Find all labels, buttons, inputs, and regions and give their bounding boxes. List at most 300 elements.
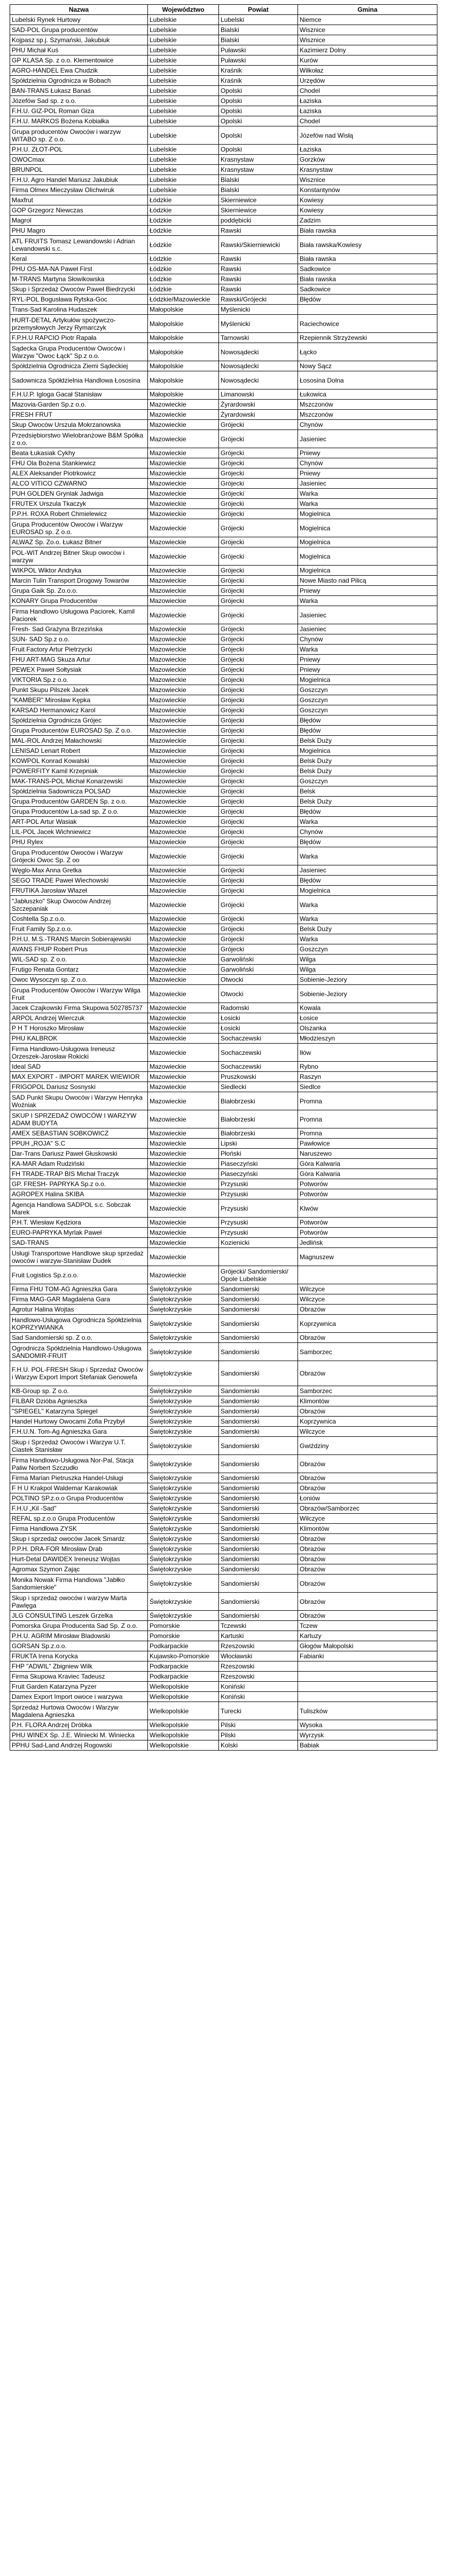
cell-powiat: Rzeszowski	[219, 1672, 298, 1682]
cell-powiat: Sochaczewski	[219, 1033, 298, 1044]
cell-gmina: Tczew	[298, 1621, 437, 1631]
cell-gmina: Kazimierz Dolny	[298, 45, 437, 55]
cell-nazwa: MAL-ROL Andrzej Małachowski	[10, 736, 148, 746]
cell-gmina: Obrazów	[298, 1575, 437, 1593]
table-row	[10, 333, 437, 343]
cell-powiat: Sandomierski	[219, 1524, 298, 1534]
cell-nazwa: P.P.H. DRA-FOR Mirosław Drab	[10, 1544, 148, 1554]
cell-wojewodztwo: Małopolskie	[148, 371, 219, 389]
cell-powiat: Białobrzeski	[219, 1092, 298, 1110]
cell-nazwa: Firma Handlowo-Usługowa Ireneusz Orzeszek-Jarosław Rokicki	[10, 1044, 148, 1062]
cell-powiat: Grójecki	[219, 807, 298, 817]
cell-wojewodztwo: Lubelskie	[148, 106, 219, 116]
cell-gmina: Potworów	[298, 1218, 437, 1228]
cell-nazwa: Spółdzielnia Ogrodnicza w Bobach	[10, 76, 148, 86]
cell-wojewodztwo: Mazowieckie	[148, 1062, 219, 1072]
cell-wojewodztwo: Mazowieckie	[148, 596, 219, 606]
cell-nazwa: Maxfrut	[10, 195, 148, 205]
cell-wojewodztwo: Mazowieckie	[148, 519, 219, 537]
cell-nazwa: KOWPOL Konrad Kowalski	[10, 756, 148, 766]
cell-gmina: Warka	[298, 934, 437, 944]
cell-nazwa: Firma Handlowo-Usługowa Nor-Pal, Stacja Paliw Norbert Szczudło	[10, 1455, 148, 1473]
cell-powiat: Kolski	[219, 1740, 298, 1751]
cell-gmina: Belsk Duży	[298, 797, 437, 807]
cell-wojewodztwo: Małopolskie	[148, 315, 219, 333]
cell-powiat: Grójecki	[219, 847, 298, 865]
table-row	[10, 1524, 437, 1534]
table-row	[10, 566, 437, 576]
table-row	[10, 547, 437, 566]
table-row	[10, 25, 437, 35]
table-row	[10, 1003, 437, 1013]
cell-nazwa: PHU KALBROK	[10, 1033, 148, 1044]
cell-wojewodztwo: Lubelskie	[148, 165, 219, 175]
cell-nazwa: Lubelski Rynek Hurtowy	[10, 15, 148, 25]
table-row	[10, 274, 437, 284]
cell-powiat: Nowosądecki	[219, 371, 298, 389]
cell-powiat	[219, 1248, 298, 1266]
cell-nazwa: Firma MAG-GAR Magdalena Gara	[10, 1294, 148, 1305]
cell-powiat: Grójecki	[219, 634, 298, 645]
cell-wojewodztwo: Małopolskie	[148, 389, 219, 400]
cell-nazwa: ART-POL Artur Wasiak	[10, 817, 148, 827]
cell-wojewodztwo: Lubelskie	[148, 185, 219, 195]
cell-gmina: Łukowica	[298, 389, 437, 400]
table-row	[10, 837, 437, 847]
cell-gmina: Łaziska	[298, 106, 437, 116]
cell-nazwa: P.P.H. ROXA Robert Chmielewicz	[10, 509, 148, 519]
cell-wojewodztwo: Łódzkie	[148, 226, 219, 236]
cell-nazwa: PPHU Sad-Land Andrzej Rogowski	[10, 1740, 148, 1751]
cell-wojewodztwo: Łódzkie	[148, 216, 219, 226]
cell-gmina: Klwów	[298, 1199, 437, 1218]
cell-nazwa: WIKPOL Wiktor Andryka	[10, 566, 148, 576]
table-header-row	[10, 5, 437, 15]
cell-powiat: Sandomierski	[219, 1611, 298, 1621]
cell-gmina	[298, 1692, 437, 1702]
cell-nazwa: BAN-TRANS Łukasz Banaś	[10, 86, 148, 96]
table-row	[10, 807, 437, 817]
cell-powiat: Sandomierski	[219, 1343, 298, 1361]
cell-wojewodztwo: Podkarpackie	[148, 1672, 219, 1682]
table-row	[10, 924, 437, 934]
cell-powiat: Garwoliński	[219, 965, 298, 975]
cell-gmina: Potworów	[298, 1228, 437, 1238]
cell-nazwa: POLTINO SP.z.o.o Grupa Producentów	[10, 1493, 148, 1504]
table-row	[10, 389, 437, 400]
cell-gmina: Rzepiennik Strzyżewski	[298, 333, 437, 343]
cell-powiat: Rawski	[219, 264, 298, 274]
cell-powiat: Tarnowski	[219, 333, 298, 343]
cell-gmina	[298, 1682, 437, 1692]
cell-gmina: Goszczyn	[298, 705, 437, 715]
cell-wojewodztwo: Łódzkie	[148, 205, 219, 216]
cell-wojewodztwo: Mazowieckie	[148, 499, 219, 509]
table-row	[10, 226, 437, 236]
table-row	[10, 1396, 437, 1406]
cell-powiat: Sandomierski	[219, 1427, 298, 1437]
table-row	[10, 1110, 437, 1128]
cell-nazwa: P H T Horoszko Mirosław	[10, 1023, 148, 1033]
cell-powiat: Sandomierski	[219, 1493, 298, 1504]
cell-wojewodztwo: Lubelskie	[148, 155, 219, 165]
cell-gmina	[298, 305, 437, 315]
table-row	[10, 1169, 437, 1179]
cell-wojewodztwo: Mazowieckie	[148, 665, 219, 675]
cell-gmina: Obrazów	[298, 1483, 437, 1493]
table-row	[10, 596, 437, 606]
cell-gmina: Potworów	[298, 1179, 437, 1189]
cell-gmina: Magnuszew	[298, 1248, 437, 1266]
cell-nazwa: Fruit Family Sp.z.o.o.	[10, 924, 148, 934]
cell-powiat: Grójecki	[219, 489, 298, 499]
cell-wojewodztwo: Mazowieckie	[148, 865, 219, 876]
cell-powiat: Otwocki	[219, 975, 298, 985]
table-row	[10, 35, 437, 45]
cell-nazwa: Usługi Transportowe Handlowe skup sprzedaż owoców i warzyw-Stanisław Dudek	[10, 1248, 148, 1266]
cell-powiat: Lubelski	[219, 15, 298, 25]
cell-nazwa: FRESH FRUT	[10, 410, 148, 420]
cell-nazwa: "KAMBER" Mirosław Kępka	[10, 695, 148, 705]
table-row	[10, 985, 437, 1003]
cell-nazwa: SAD Punkt Skupu Owoców i Warzyw Henryka Woźniak	[10, 1092, 148, 1110]
cell-wojewodztwo: Lubelskie	[148, 15, 219, 25]
cell-powiat: Sandomierski	[219, 1396, 298, 1406]
cell-nazwa: Jacek Czajkowski Firma Skupowa 502785737	[10, 1003, 148, 1013]
cell-wojewodztwo: Mazowieckie	[148, 675, 219, 685]
cell-wojewodztwo: Pomorskie	[148, 1631, 219, 1641]
cell-gmina: Pniewy	[298, 448, 437, 458]
cell-powiat: Grójecki	[219, 547, 298, 566]
cell-nazwa: P.H.U. M.S.-TRANS Marcin Sobierajewski	[10, 934, 148, 944]
cell-gmina: Wilkołaz	[298, 66, 437, 76]
cell-powiat: Grójecki	[219, 468, 298, 479]
cell-wojewodztwo: Mazowieckie	[148, 886, 219, 896]
cell-gmina: Gwiździny	[298, 1437, 437, 1455]
cell-wojewodztwo: Świętokrzyskie	[148, 1305, 219, 1315]
cell-nazwa: AGROPEX Halina SKIBA	[10, 1189, 148, 1199]
cell-nazwa: GP KLASA Sp. z o.o. Klementowice	[10, 55, 148, 66]
cell-powiat: Sandomierski	[219, 1593, 298, 1611]
cell-gmina: Łososina Dolna	[298, 371, 437, 389]
cell-gmina: Obrazów	[298, 1333, 437, 1343]
table-row	[10, 343, 437, 361]
cell-nazwa: FRUKTA Irena Korycka	[10, 1651, 148, 1661]
cell-gmina: Sadkowice	[298, 284, 437, 295]
cell-wojewodztwo: Świętokrzyskie	[148, 1455, 219, 1473]
table-row	[10, 1305, 437, 1315]
cell-powiat: Grójecki	[219, 827, 298, 837]
cell-nazwa: Skup i Sprzedaż Owoców i Warzyw U.T. Ciastek Stanisław	[10, 1437, 148, 1455]
cell-wojewodztwo: Lubelskie	[148, 86, 219, 96]
cell-wojewodztwo: Mazowieckie	[148, 975, 219, 985]
cell-nazwa: SAD-TRANS	[10, 1238, 148, 1248]
table-row	[10, 1406, 437, 1417]
cell-wojewodztwo: Mazowieckie	[148, 1044, 219, 1062]
cell-nazwa: Sprzedaż Hurtowa Owoców i Warzyw Magdalena Agnieszka	[10, 1702, 148, 1720]
table-row	[10, 655, 437, 665]
cell-gmina: Warka	[298, 847, 437, 865]
cell-powiat: Sandomierski	[219, 1406, 298, 1417]
cell-powiat: Grójecki	[219, 776, 298, 786]
cell-nazwa: Firma Skupowa Kraviec Tadeusz	[10, 1672, 148, 1682]
cell-wojewodztwo: Pomorskie	[148, 1621, 219, 1631]
cell-gmina: Warka	[298, 489, 437, 499]
cell-gmina: Warka	[298, 896, 437, 914]
cell-powiat: Piaseczyński	[219, 1159, 298, 1169]
cell-wojewodztwo: Mazowieckie	[148, 1228, 219, 1238]
cell-nazwa: F.H.U. Agro Handel Mariusz Jakubiuk	[10, 175, 148, 185]
cell-nazwa: SUN- SAD Sp.z o.o.	[10, 634, 148, 645]
cell-nazwa: Józefów Sad sp. z o.o.	[10, 96, 148, 106]
cell-gmina: Kowiesy	[298, 195, 437, 205]
cell-powiat: Grójecki	[219, 746, 298, 756]
cell-nazwa: Punkt Skupu Pilszek Jacek	[10, 685, 148, 695]
cell-gmina: Biała rawska	[298, 226, 437, 236]
cell-wojewodztwo: Mazowieckie	[148, 786, 219, 797]
cell-powiat: Rawski	[219, 254, 298, 264]
cell-wojewodztwo: Mazowieckie	[148, 827, 219, 837]
cell-powiat: Przysuski	[219, 1199, 298, 1218]
cell-powiat: Sandomierski	[219, 1455, 298, 1473]
cell-powiat: Grójecki	[219, 586, 298, 596]
cell-wojewodztwo: Lubelskie	[148, 175, 219, 185]
cell-gmina: Koprzywnica	[298, 1315, 437, 1333]
cell-wojewodztwo: Świętokrzyskie	[148, 1333, 219, 1343]
table-row	[10, 896, 437, 914]
cell-nazwa: Magrol	[10, 216, 148, 226]
cell-gmina: Łaziska	[298, 145, 437, 155]
cell-wojewodztwo: Świętokrzyskie	[148, 1284, 219, 1294]
cell-powiat: Radomski	[219, 1003, 298, 1013]
cell-nazwa: Kojpasz sp.j. Szymański, Jakubiuk	[10, 35, 148, 45]
cell-nazwa: LENISAD Lenart Robert	[10, 746, 148, 756]
cell-powiat: Grójecki	[219, 596, 298, 606]
cell-wojewodztwo: Mazowieckie	[148, 1248, 219, 1266]
table-row	[10, 1504, 437, 1514]
cell-nazwa: KONARY Grupa Producentów	[10, 596, 148, 606]
table-body	[10, 15, 437, 1751]
cell-powiat: Piaseczyński	[219, 1169, 298, 1179]
table-row	[10, 675, 437, 685]
cell-powiat: Grójecki	[219, 665, 298, 675]
cell-powiat: Grójecki	[219, 499, 298, 509]
cell-powiat: Lipski	[219, 1139, 298, 1149]
cell-powiat: Sochaczewski	[219, 1044, 298, 1062]
cell-nazwa: PUH GOLDEN Grynlak Jadwiga	[10, 489, 148, 499]
cell-nazwa: F H U Krakpol Waldemar Karakowiak	[10, 1483, 148, 1493]
cell-wojewodztwo: Świętokrzyskie	[148, 1564, 219, 1575]
cell-wojewodztwo: Mazowieckie	[148, 965, 219, 975]
table-row	[10, 96, 437, 106]
cell-wojewodztwo: Lubelskie	[148, 96, 219, 106]
table-row	[10, 1544, 437, 1554]
cell-powiat: Grójecki	[219, 837, 298, 847]
cell-nazwa: "Jabłuszko" Skup Owoców Andrzej Szczepaniak	[10, 896, 148, 914]
table-row	[10, 1692, 437, 1702]
table-row	[10, 468, 437, 479]
table-row	[10, 624, 437, 634]
cell-nazwa: FHP "ADWIL" Zbigniew Wilk	[10, 1661, 148, 1672]
cell-nazwa: Keral	[10, 254, 148, 264]
table-row	[10, 1661, 437, 1672]
cell-powiat: Sandomierski	[219, 1514, 298, 1524]
cell-powiat: Grójecki	[219, 606, 298, 624]
cell-wojewodztwo: Kujawsko-Pomorskie	[148, 1651, 219, 1661]
cell-wojewodztwo: Mazowieckie	[148, 1072, 219, 1082]
cell-wojewodztwo: Mazowieckie	[148, 655, 219, 665]
cell-wojewodztwo: Mazowieckie	[148, 955, 219, 965]
cell-gmina: Łaziska	[298, 96, 437, 106]
table-row	[10, 817, 437, 827]
table-row	[10, 205, 437, 216]
cell-gmina: Nowy Sącz	[298, 361, 437, 371]
table-row	[10, 1159, 437, 1169]
cell-gmina: Raciechowice	[298, 315, 437, 333]
cell-wojewodztwo: Mazowieckie	[148, 914, 219, 924]
cell-nazwa: FRUTIKA Jarosław Wlazeł	[10, 886, 148, 896]
cell-nazwa: Mazovia-Garden Sp.z o.o.	[10, 400, 148, 410]
cell-powiat: Garwoliński	[219, 955, 298, 965]
cell-powiat: Przysuski	[219, 1179, 298, 1189]
cell-wojewodztwo: Mazowieckie	[148, 1218, 219, 1228]
cell-gmina: Zadzim	[298, 216, 437, 226]
cell-wojewodztwo: Lubelskie	[148, 66, 219, 76]
cell-wojewodztwo: Lubelskie	[148, 145, 219, 155]
cell-wojewodztwo: Mazowieckie	[148, 576, 219, 586]
table-row	[10, 479, 437, 489]
table-row	[10, 955, 437, 965]
cell-powiat: Grójecki	[219, 655, 298, 665]
cell-gmina: Obrazów	[298, 1564, 437, 1575]
cell-gmina	[298, 1266, 437, 1284]
cell-powiat: Grójecki	[219, 695, 298, 705]
table-row	[10, 216, 437, 226]
cell-wojewodztwo: Mazowieckie	[148, 817, 219, 827]
cell-wojewodztwo: Mazowieckie	[148, 1238, 219, 1248]
cell-powiat: Sandomierski	[219, 1544, 298, 1554]
cell-powiat: Łosicki	[219, 1013, 298, 1023]
cell-nazwa: KA-MAR Adam Rudziński	[10, 1159, 148, 1169]
cell-wojewodztwo: Mazowieckie	[148, 430, 219, 448]
cell-wojewodztwo: Mazowieckie	[148, 1033, 219, 1044]
cell-wojewodztwo: Mazowieckie	[148, 797, 219, 807]
cell-nazwa: PHU WINEX Sp. J.E. Winiecki M. Winiecka	[10, 1730, 148, 1740]
cell-powiat: Sandomierski	[219, 1315, 298, 1333]
cell-powiat: Grójecki	[219, 430, 298, 448]
cell-gmina: Pniewy	[298, 655, 437, 665]
cell-nazwa: FHU ART-MAG Skuza Artur	[10, 655, 148, 665]
cell-gmina: Chynów	[298, 420, 437, 430]
cell-wojewodztwo: Świętokrzyskie	[148, 1593, 219, 1611]
cell-nazwa: Handel Hurtowy Owocami Zofia Przybył	[10, 1417, 148, 1427]
cell-wojewodztwo: Świętokrzyskie	[148, 1514, 219, 1524]
cell-nazwa: Ideal SAD	[10, 1062, 148, 1072]
cell-wojewodztwo: Mazowieckie	[148, 509, 219, 519]
cell-powiat: Pilski	[219, 1730, 298, 1740]
cell-wojewodztwo: Mazowieckie	[148, 1266, 219, 1284]
table-row	[10, 1062, 437, 1072]
cell-wojewodztwo: Mazowieckie	[148, 726, 219, 736]
cell-wojewodztwo: Świętokrzyskie	[148, 1611, 219, 1621]
cell-gmina: Góra Kalwaria	[298, 1159, 437, 1169]
cell-wojewodztwo: Lubelskie	[148, 25, 219, 35]
cell-powiat: Żyrardowski	[219, 410, 298, 420]
cell-gmina: Wilczyce	[298, 1294, 437, 1305]
cell-powiat: Siedlecki	[219, 1082, 298, 1092]
table-row	[10, 236, 437, 254]
cell-gmina: Błędów	[298, 715, 437, 726]
cell-powiat: Grójecki	[219, 479, 298, 489]
table-row	[10, 1564, 437, 1575]
cell-wojewodztwo: Świętokrzyskie	[148, 1483, 219, 1493]
cell-gmina: Sobienie-Jeziory	[298, 975, 437, 985]
cell-gmina: Konstantynów	[298, 185, 437, 195]
cell-powiat: Grójecki	[219, 509, 298, 519]
table-row	[10, 15, 437, 25]
cell-powiat: Rawski	[219, 226, 298, 236]
table-row	[10, 1139, 437, 1149]
cell-gmina: Goszczyn	[298, 944, 437, 955]
cell-nazwa: Beata Łukasiak Cykhy	[10, 448, 148, 458]
cell-nazwa: Marcin Tulin Transport Drogowy Towarów	[10, 576, 148, 586]
cell-powiat: Grójecki	[219, 756, 298, 766]
cell-nazwa: OWOCmax	[10, 155, 148, 165]
cell-gmina: Warka	[298, 596, 437, 606]
cell-powiat: Bialski	[219, 25, 298, 35]
table-row	[10, 1033, 437, 1044]
cell-gmina: Raszyn	[298, 1072, 437, 1082]
table-row	[10, 509, 437, 519]
cell-wojewodztwo: Mazowieckie	[148, 736, 219, 746]
cell-gmina: Obrazów	[298, 1473, 437, 1483]
cell-nazwa: "SPIEGEL" Katarzyna Spiegel	[10, 1406, 148, 1417]
table-row	[10, 1228, 437, 1238]
cell-gmina: Kowala	[298, 1003, 437, 1013]
cell-gmina: Chynów	[298, 827, 437, 837]
cell-gmina: Promna	[298, 1128, 437, 1139]
table-row	[10, 106, 437, 116]
table-row	[10, 797, 437, 807]
cell-gmina: Pniewy	[298, 468, 437, 479]
cell-powiat: Sandomierski	[219, 1473, 298, 1483]
cell-nazwa: Firma Handlowa ZYSK	[10, 1524, 148, 1534]
cell-wojewodztwo: Łódzkie	[148, 284, 219, 295]
document-page	[10, 4, 437, 1751]
cell-nazwa: WIL-SAD sp. Z o.o.	[10, 955, 148, 965]
table-row	[10, 1343, 437, 1361]
table-row	[10, 1621, 437, 1631]
cell-wojewodztwo: Lubelskie	[148, 126, 219, 145]
table-row	[10, 1218, 437, 1228]
cell-wojewodztwo: Świętokrzyskie	[148, 1534, 219, 1544]
cell-nazwa: PPUH „ROJA" S.C	[10, 1139, 148, 1149]
table-row	[10, 1740, 437, 1751]
table-row	[10, 1593, 437, 1611]
cell-powiat: Kartuski	[219, 1631, 298, 1641]
table-row	[10, 914, 437, 924]
cell-gmina: Wilczyce	[298, 1284, 437, 1294]
cell-wojewodztwo: Łódzkie	[148, 264, 219, 274]
cell-powiat: Przysuski	[219, 1218, 298, 1228]
cell-wojewodztwo: Mazowieckie	[148, 1199, 219, 1218]
cell-wojewodztwo: Mazowieckie	[148, 547, 219, 566]
cell-nazwa: P.H.T. Wiesław Kędziora	[10, 1218, 148, 1228]
cell-powiat: Grójecki	[219, 817, 298, 827]
table-row	[10, 519, 437, 537]
table-row	[10, 1554, 437, 1564]
cell-powiat: Puławski	[219, 45, 298, 55]
